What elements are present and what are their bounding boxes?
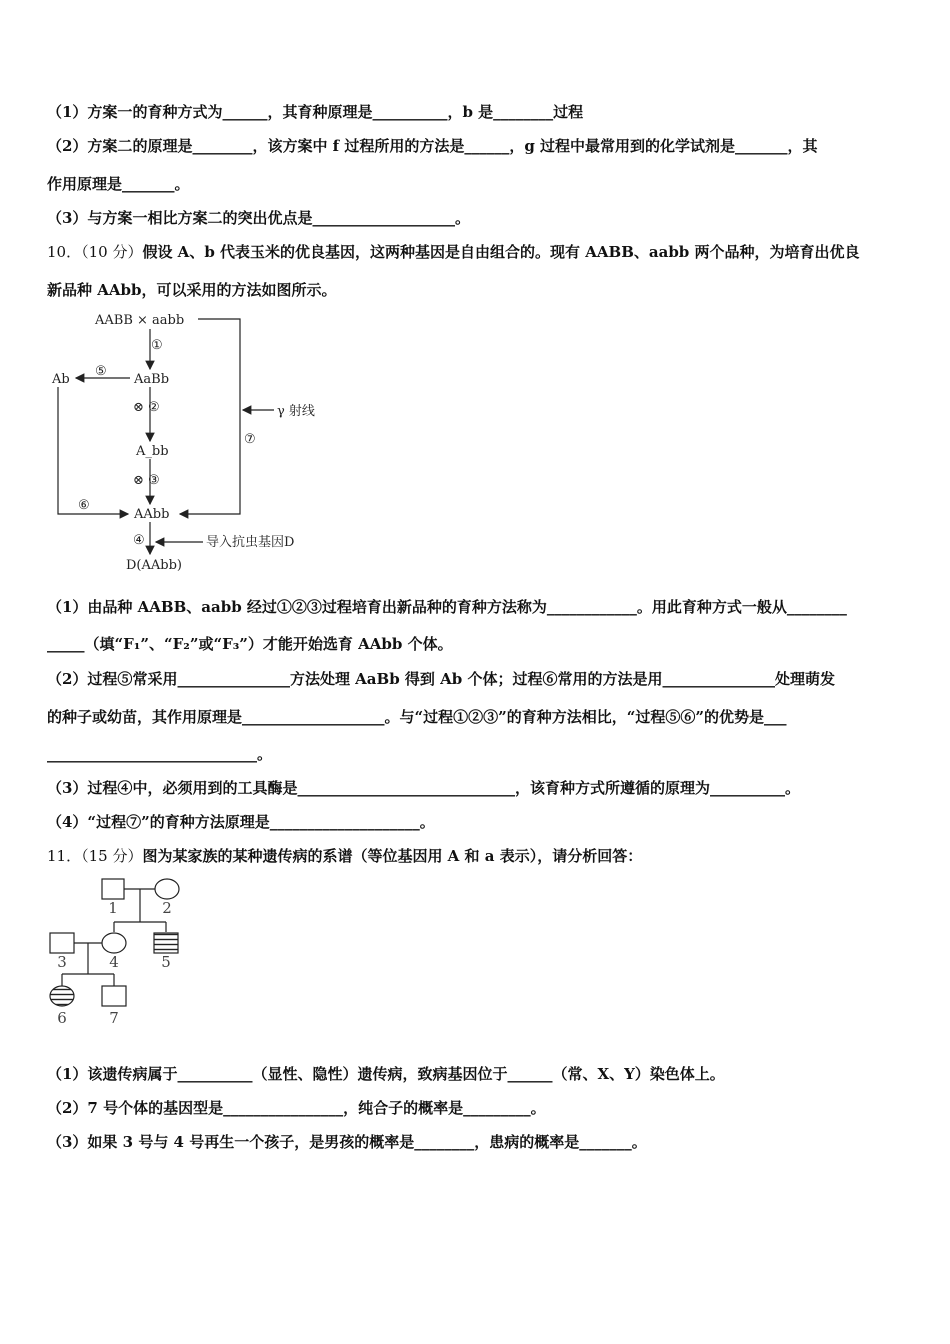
q9-line-2: （2）方案二的原理是________，该方案中 f 过程所用的方法是______，g 过程中最常用到的化学试剂是_______，其 [47, 137, 818, 155]
q10-line-1: （1）由品种 AABB、aabb 经过①②③过程培育出新品种的育种方法称为____________。用此育种方式一般从________ [47, 598, 847, 616]
q10-stem-text: 假设 A、b 代表玉米的优良基因，这两种基因是自由组合的。现有 AABB、aabb 两个品种，为培育出优良 [142, 243, 860, 261]
step2-label: ⊗ ② [133, 400, 160, 415]
pedigree-label-5: 5 [161, 953, 171, 971]
individual-4-female [102, 933, 126, 953]
q10-line-7: （4）“过程⑦”的育种方法原理是____________________。 [47, 813, 435, 831]
q10-line-4: 的种子或幼苗，其作用原理是___________________。与“过程①②③”的育种方法相比，“过程⑤⑥”的优势是___ [47, 708, 787, 726]
step4-label: ④ [133, 533, 145, 548]
q11-line-2: （2）7 号个体的基因型是________________，纯合子的概率是_________。 [47, 1099, 546, 1117]
q9-line-4: （3）与方案一相比方案二的突出优点是___________________。 [47, 209, 470, 227]
q11-stem [47, 845, 906, 867]
pedigree-label-6: 6 [57, 1009, 67, 1027]
q10-line-5: ____________________________。 [47, 745, 273, 763]
gene-import-label: 导入抗虫基因D [206, 535, 295, 550]
step5-label: ⑤ [95, 364, 107, 379]
individual-6-affected-female [50, 986, 74, 1006]
aabb-f1-label: AaBb [134, 372, 170, 387]
gamma-ray-label: γ 射线 [277, 404, 315, 419]
pedigree-chart [40, 872, 200, 1032]
d-aabb-label: D(AAbb) [126, 558, 182, 573]
q11-number: 11． [47, 847, 82, 865]
step6-label: ⑥ [78, 498, 90, 513]
individual-3-male [50, 933, 74, 953]
q11-stem-text: 图为某家族的某种遗传病的系谱（等位基因用 A 和 a 表示），请分析回答： [142, 847, 643, 865]
q10-line-2: _____（填“F₁”、“F₂”或“F₃”）才能开始选育 AAbb 个体。 [47, 635, 453, 653]
individual-1-male [102, 879, 124, 899]
q10-line-6: （3）过程④中，必须用到的工具酶是_____________________________，该育种方式所遵循的原理为__________。 [47, 779, 800, 797]
individual-2-female [155, 879, 179, 899]
individual-5-affected-male [154, 933, 178, 953]
q11-line-3: （3）如果 3 号与 4 号再生一个孩子，是男孩的概率是________，患病的概率是_______。 [47, 1133, 647, 1151]
breeding-diagram [40, 305, 340, 580]
parents-label: AABB × aabb [95, 313, 185, 328]
step7-label: ⑦ [244, 432, 256, 447]
q10-line-3: （2）过程⑤常采用_______________方法处理 AaBb 得到 Ab 个体；过程⑥常用的方法是用_______________处理萌发 [47, 670, 835, 688]
a-bb-label: A_bb [136, 444, 169, 459]
pedigree-label-3: 3 [57, 953, 67, 971]
q10-score: （10 分） [81, 243, 143, 261]
q11-line-1: （1）该遗传病属于__________（显性、隐性）遗传病，致病基因位于______（常、X、Y）染色体上。 [47, 1065, 725, 1083]
pedigree-label-7: 7 [109, 1009, 119, 1027]
step3-label: ⊗ ③ [133, 473, 160, 488]
q10-stem-line-2: 新品种 AAbb，可以采用的方法如图所示。 [47, 281, 337, 299]
q9-line-3: 作用原理是_______。 [47, 175, 190, 193]
q11-score: （15 分） [81, 847, 143, 865]
aabb-target-label: AAbb [134, 507, 170, 522]
ab-label: Ab [52, 372, 70, 387]
pedigree-label-4: 4 [109, 953, 119, 971]
q10-stem-line-1 [47, 241, 906, 263]
individual-7-male [102, 986, 126, 1006]
pedigree-label-2: 2 [162, 899, 172, 917]
q10-number: 10． [47, 243, 82, 261]
pedigree-label-1: 1 [108, 899, 118, 917]
q9-line-1: （1）方案一的育种方式为______，其育种原理是__________，b 是________过程 [47, 103, 584, 121]
step1-label: ① [151, 338, 163, 353]
